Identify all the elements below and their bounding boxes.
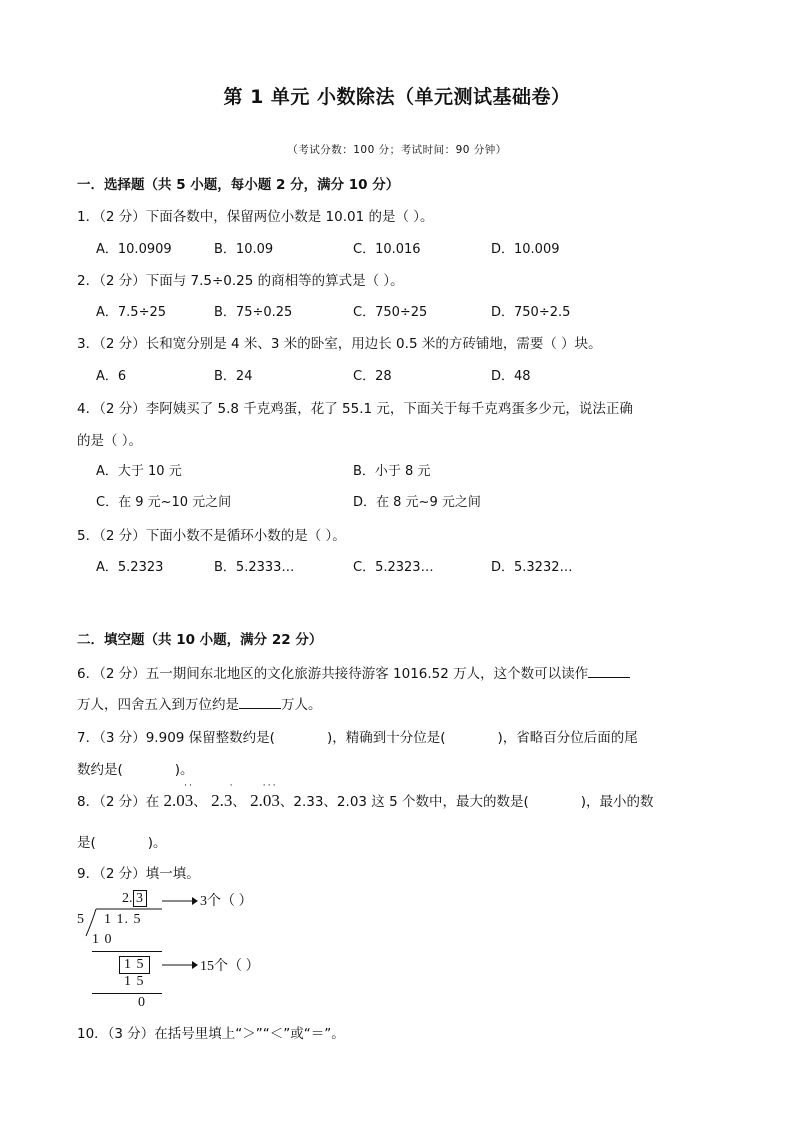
q6-text-2: 万人，四舍五入到万位约是 [77,697,239,713]
q7-text-2: )，精确到十分位是( [326,730,446,746]
q6-answer-blank-1[interactable] [588,665,630,678]
q3-option-c[interactable]: C．28 [353,369,392,384]
section-heading-choice: 一．选择题（共 5 小题，每小题 2 分，满分 10 分） [77,177,400,193]
subtraction-line-2 [92,993,162,994]
question-8-line2 [77,831,167,851]
divisor: 5 [77,912,84,927]
q3-option-b[interactable]: B．24 [214,369,253,384]
q7-text-5: )。 [174,762,194,778]
question-9-stem: 9．（2 分）填一填。 [77,866,200,882]
q4-option-b[interactable]: B．小于 8 元 [353,464,431,479]
q8-text-2: 、2.33、2.03 这 5 个数中，最大的数是( [279,794,529,810]
question-6-line1 [77,662,630,682]
partial-product-1: 1 0 [92,932,113,947]
q5-option-a[interactable]: A．5.2323 [96,560,164,575]
quotient [122,890,147,907]
long-division-diagram [70,888,310,1013]
q4-option-c[interactable]: C．在 9 元~10 元之间 [96,495,232,510]
q6-text-1: 6．（2 分）五一期间东北地区的文化旅游共接待游客 1016.52 万人，这个数可以读作 [77,666,589,682]
subtraction-line-1 [92,951,162,952]
arrow-2-icon [162,961,198,969]
arrow-1-icon [162,897,198,905]
q8-sep-2: 、 [232,794,246,810]
q1-option-a[interactable]: A．10.0909 [96,242,172,257]
q5-option-c[interactable]: C．5.2323… [353,560,434,575]
question-7-line2 [77,758,194,778]
quotient-boxed-digit: 3 [133,890,147,907]
q7-text-4: 数约是( [77,762,123,778]
q2-option-a[interactable]: A．7.5÷25 [96,305,167,320]
q6-text-3: 万人。 [281,697,322,713]
q2-option-b[interactable]: B．75÷0.25 [214,305,293,320]
repeating-decimal-3: 2.03 ˙˙˙ [250,781,280,810]
q8-text-4: 是( [77,835,96,851]
question-7-line1 [77,726,638,746]
q8-text-5: )。 [147,835,167,851]
page-title: 第 1 单元 小数除法（单元测试基础卷） [223,86,571,108]
q2-option-d[interactable]: D．750÷2.5 [491,305,571,320]
q8-text-3: )，最小的数 [580,794,654,810]
q7-text-3: )，省略百分位后面的尾 [497,730,638,746]
q4-option-d[interactable]: D．在 8 元~9 元之间 [353,495,481,510]
q7-text-1: 7．（3 分）9.909 保留整数约是( [77,730,275,746]
question-5-stem: 5．（2 分）下面小数不是循环小数的是（ ）。 [77,528,346,544]
q4-option-a[interactable]: A．大于 10 元 [96,464,182,479]
question-2-stem: 2．（2 分）下面与 7.5÷0.25 的商相等的算式是（ ）。 [77,273,404,289]
exam-info: （考试分数：100 分；考试时间：90 分钟） [287,144,507,156]
repeat-dots-3: ˙˙˙ [262,781,278,795]
repeating-decimal-1: 2.03 ˙˙ [163,781,194,810]
final-remainder: 0 [138,995,145,1010]
repeat-dots-1: ˙˙ [183,781,194,795]
q5-option-d[interactable]: D．5.3232… [491,560,573,575]
q1-option-d[interactable]: D．10.009 [491,242,560,257]
repeat-dots-2: ˙ [229,781,235,795]
remainder-box: 1 5 [119,956,150,974]
q5-option-b[interactable]: B．5.2333… [214,560,295,575]
q8-sep-1: 、 [193,794,207,810]
q3-option-d[interactable]: D．48 [491,369,531,384]
arrow-1-label: 3个（ ） [200,894,253,909]
question-10-stem: 10．（3 分）在括号里填上“＞”“＜”或“＝”。 [77,1026,345,1042]
section-heading-fill: 二．填空题（共 10 小题，满分 22 分） [77,632,323,648]
q2-option-c[interactable]: C．750÷25 [353,305,428,320]
q6-answer-blank-2[interactable] [239,696,281,709]
arrow-2-label: 15个（ ） [200,959,260,974]
q3-option-a[interactable]: A．6 [96,369,127,384]
partial-product-2: 1 5 [124,974,145,989]
q8-text-1: 8．（2 分）在 [77,794,160,810]
q1-option-b[interactable]: B．10.09 [214,242,274,257]
question-1-stem: 1．（2 分）下面各数中，保留两位小数是 10.01 的是（ ）。 [77,209,434,225]
q1-option-c[interactable]: C．10.016 [353,242,421,257]
question-4-stem-line1: 4．（2 分）李阿姨买了 5.8 千克鸡蛋，花了 55.1 元，下面关于每千克鸡蛋多少元，说法正确 [77,401,633,417]
question-3-stem: 3．（2 分）长和宽分别是 4 米、3 米的卧室，用边长 0.5 米的方砖铺地，需要（ ）块。 [77,336,602,352]
repeating-decimal-2: 2.3 ˙ [211,781,235,810]
dividend: 1 1. 5 [104,912,142,927]
question-8-line1 [77,781,654,811]
question-4-stem-line2: 的是（ ）。 [77,433,143,449]
quotient-integer: 2. [122,891,133,906]
question-6-line2 [77,693,322,713]
